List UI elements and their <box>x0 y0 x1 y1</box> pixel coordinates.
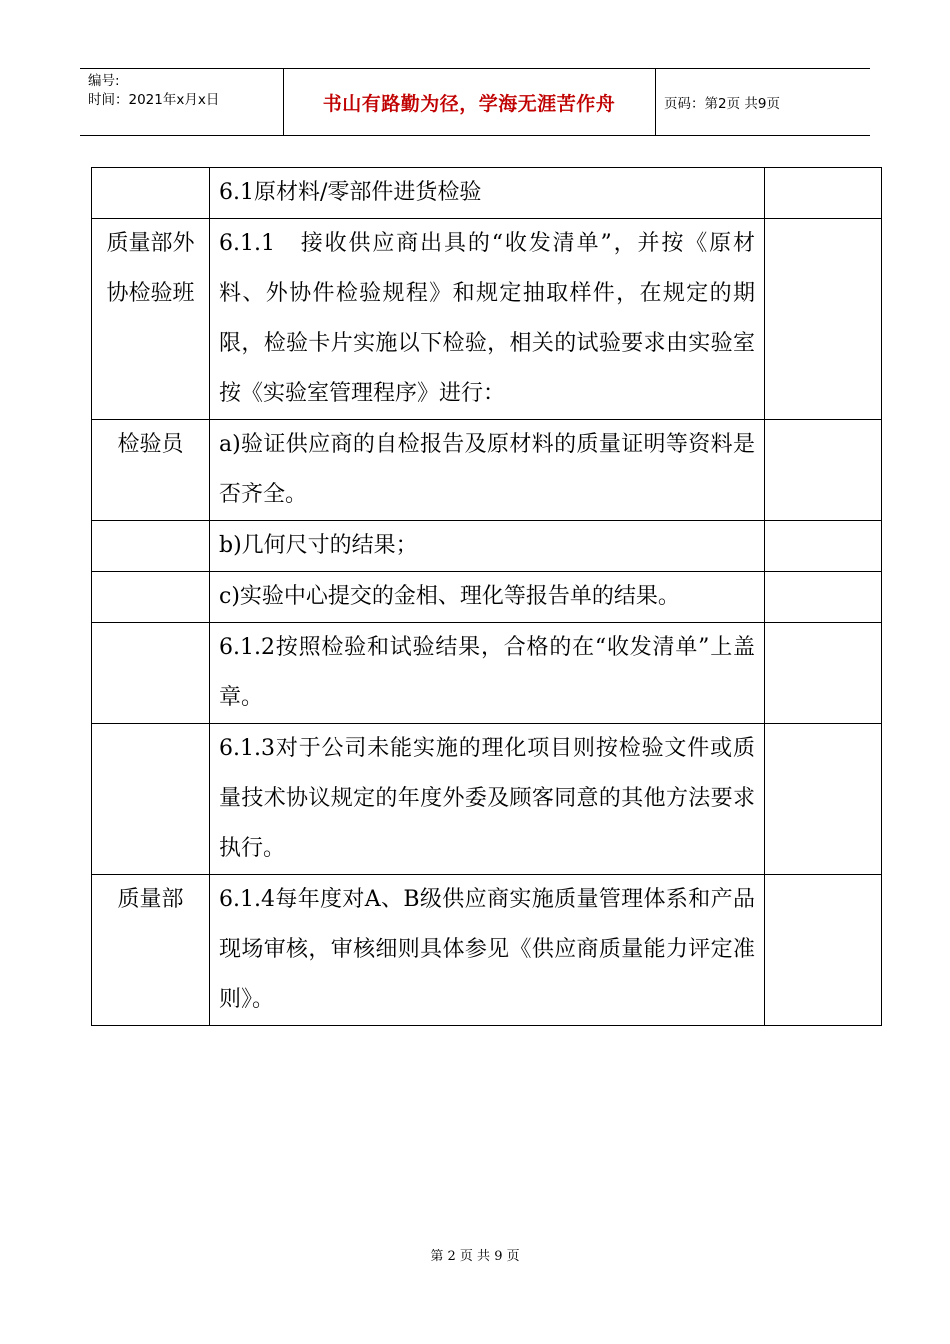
content-cell: a)验证供应商的自检报告及原材料的质量证明等资料是否齐全。 <box>210 420 765 521</box>
dept-cell <box>92 168 210 219</box>
table-row <box>92 168 882 219</box>
content-cell: 6.1.3对于公司未能实施的理化项目则按检验文件或质量技术协议规定的年度外委及顾客同意的其他方法要求执行。 <box>210 724 765 875</box>
dept-cell <box>92 724 210 875</box>
dept-cell: 检验员 <box>92 420 210 521</box>
header-motto <box>283 68 655 136</box>
table-row <box>92 875 882 1026</box>
content-cell: 6.1.4每年度对A、B级供应商实施质量管理体系和产品现场审核，审核细则具体参见《供应商质量能力评定准则》。 <box>210 875 765 1026</box>
header-meta <box>88 72 219 110</box>
content-cell: 6.1原材料/零部件进货检验 <box>210 168 765 219</box>
content-cell: b)几何尺寸的结果； <box>210 521 765 572</box>
dept-cell: 质量部 <box>92 875 210 1026</box>
dept-cell <box>92 572 210 623</box>
dept-cell: 质量部外协检验班 <box>92 219 210 420</box>
table-row <box>92 521 882 572</box>
page-header <box>80 68 870 136</box>
table-row <box>92 724 882 875</box>
note-cell <box>765 623 882 724</box>
header-divider <box>655 68 656 136</box>
note-cell <box>765 875 882 1026</box>
document-number-label: 编号: <box>88 73 120 89</box>
table-row <box>92 420 882 521</box>
page-footer: 第 2 页 共 9 页 <box>430 1249 520 1264</box>
note-cell <box>765 572 882 623</box>
note-cell <box>765 219 882 420</box>
dept-cell <box>92 521 210 572</box>
dept-cell <box>92 623 210 724</box>
note-cell <box>765 168 882 219</box>
motto-text: 书山有路勤为径，学海无涯苦作舟 <box>322 92 616 115</box>
content-cell: c)实验中心提交的金相、理化等报告单的结果。 <box>210 572 765 623</box>
table-row <box>92 623 882 724</box>
document-time-label: 时间：2021年x月x日 <box>88 92 220 108</box>
table-row <box>92 572 882 623</box>
procedure-table <box>91 167 882 1026</box>
note-cell <box>765 420 882 521</box>
table-row <box>92 219 882 420</box>
content-cell: 6.1.1 接收供应商出具的“收发清单”，并按《原材料、外协件检验规程》和规定抽取样件，在规定的期限，检验卡片实施以下检验，相关的试验要求由实验室按《实验室管理程序》进行： <box>210 219 765 420</box>
content-cell: 6.1.2按照检验和试验结果，合格的在“收发清单”上盖章。 <box>210 623 765 724</box>
note-cell <box>765 724 882 875</box>
header-page-info: 页码：第2页 共9页 <box>664 96 780 112</box>
note-cell <box>765 521 882 572</box>
